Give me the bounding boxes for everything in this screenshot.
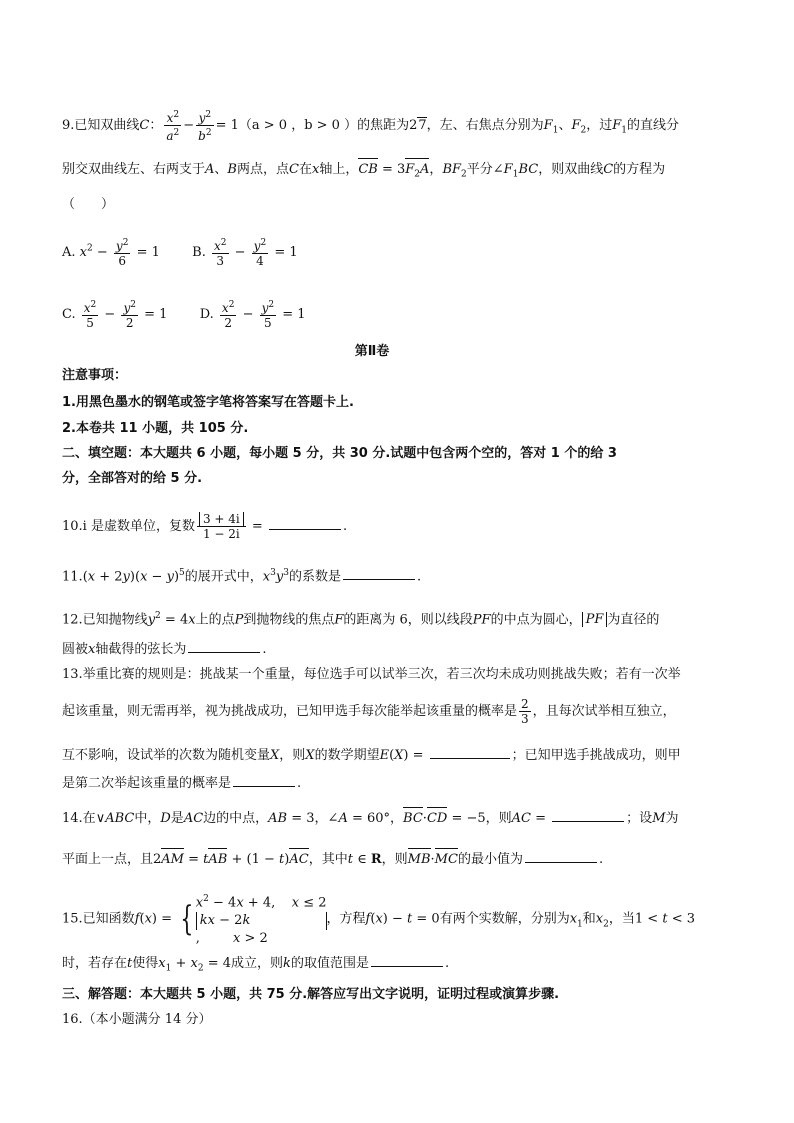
q13-line4: 是第二次举起该重量的概率是 .	[62, 772, 301, 794]
option-c[interactable]: C. $\frac{x^2}{5}$ − $\frac{y^2}{2}$ = 1	[62, 300, 168, 330]
option-d[interactable]: D. $\frac{x^2}{2}$ − $\frac{y^2}{5}$ = 1	[199, 300, 306, 330]
q13-line1: 13.举重比赛的规则是：挑战某一个重量，每位选手可以试举三次，若三次均未成功则挑战失败；若有一次举	[62, 667, 681, 682]
section-3-heading: 三、解答题：本大题共 5 小题，共 75 分.解答应写出文字说明，证明过程或演算步骤.	[62, 987, 560, 1002]
q13-line2: 起该重量，则无需再举，视为挑战成功，已知甲选手每次能举起该重量的概率是 $\frac{2}{3}$ ，且每次试举相互独立，	[62, 697, 676, 726]
q11-answer-blank[interactable]	[343, 565, 415, 580]
option-a[interactable]: A. $x^2$ − $\frac{y^2}{6}$ = 1	[62, 238, 160, 268]
section-2-title: 第Ⅱ卷	[354, 344, 390, 359]
q15-line1: 15.已知函数f(x) = { $x^2 - 4x + 4$, x ≤ 2 kx − 2k , x > 2 ，方程f(x) − t = 0有两个实数解，分别为$x_1$和$x_2$，当1 < t < 3	[62, 894, 695, 947]
q14-line2: 平面上一点，且2AM = tAB + (1 − t)AC，其中t ∈ R，则MB·MC的最小值为 .	[62, 848, 603, 870]
q14-answer-blank-1[interactable]	[552, 807, 624, 822]
q10-answer-blank[interactable]	[269, 515, 341, 530]
q15-line2: 时，若存在t使得$x_1 + x_2 = 4$成立，则k的取值范围是 .	[62, 952, 449, 979]
q14-line1: 14.在∨ABC中，D是AC边的中点，AB = 3，∠A = 60°，BC·CD = −5，则AC = ；设M为	[62, 807, 679, 829]
q9-line1: 9.已知双曲线C： $\frac{x^2}{a^2}$ − $\frac{y^2}{b^2}$ = 1（a > 0 ，b > 0 ）的焦距为27，左、右焦点分别为$F_1$、$F_2$，过$F_1$的直线分	[62, 110, 680, 143]
q16-heading: 16.（本小题满分 14 分）	[62, 1012, 212, 1027]
option-b[interactable]: B. $\frac{x^2}{3}$ − $\frac{y^2}{4}$ = 1	[192, 238, 298, 268]
q12-line1: 12.已知抛物线$y^2 = 4x$上的点P到抛物线的焦点F的距离为 6，则以线段PF的中点为圆心， PF 为直径的	[62, 611, 660, 628]
q13-answer-blank-2[interactable]	[233, 772, 295, 787]
q9-paren: （ ）	[62, 197, 115, 212]
q12-answer-blank[interactable]	[188, 638, 260, 653]
q9-options-ab	[62, 236, 298, 268]
fill-heading-2: 分，全部答对的给 5 分.	[62, 471, 203, 486]
q12-line2: 圆被x轴截得的弦长为 .	[62, 638, 267, 660]
note-2: 2.本卷共 11 小题，共 105 分.	[62, 421, 249, 436]
q14-answer-blank-2[interactable]	[525, 848, 597, 863]
q10: 10.i 是虚数单位，复数 $\frac{3 + 4i}{1 - 2i}$ = .	[62, 512, 348, 541]
note-1: 1.用黑色墨水的钢笔或签字笔将答案写在答题卡上.	[62, 395, 354, 410]
q13-line3: 互不影响，设试举的次数为随机变量X，则X的数学期望E(X) = ；已知甲选手挑战成功，则甲	[62, 744, 681, 766]
q13-answer-blank-1[interactable]	[430, 744, 510, 759]
fill-heading-1: 二、填空题：本大题共 6 小题，每小题 5 分，共 30 分.试题中包含两个空的，答对 1 个的给 3	[62, 446, 617, 461]
q9-options-cd	[62, 298, 306, 330]
notes-heading: 注意事项：	[62, 368, 128, 383]
q15-answer-blank[interactable]	[371, 952, 443, 967]
q11: $11.(x + 2y)(x - y)^5$的展开式中，$x^3y^3$的系数是 .	[62, 563, 421, 587]
q9-line2: 别交双曲线左、右两支于A、B两点，点C在x轴上，CB = $3F_2A$，$BF_2$平分$\angle F_1BC$，则双曲线C的方程为	[62, 160, 665, 185]
